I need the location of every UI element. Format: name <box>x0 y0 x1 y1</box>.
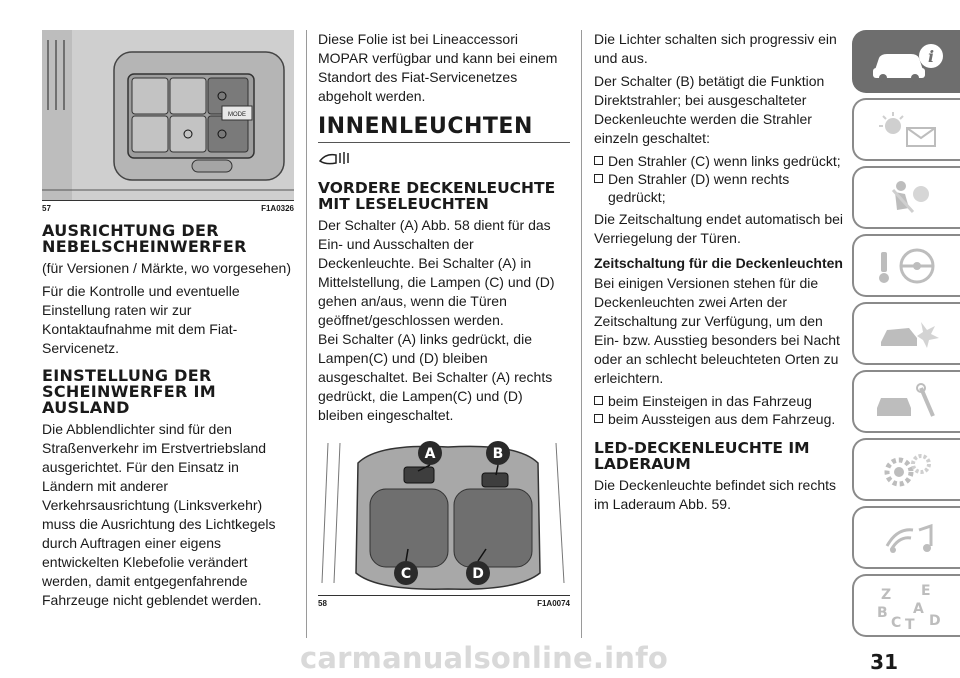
heading-front-ceiling-light: VORDERE DECKENLEUCHTE MIT LESELEUCHTEN <box>318 179 556 213</box>
callout-c: C <box>400 566 412 582</box>
paragraph-cargo-light: Die Deckenleuchte befindet sich rechts im Laderaum Abb. 59. <box>594 477 837 512</box>
index-letter-a: A <box>913 600 924 617</box>
tab-technical-data[interactable] <box>852 438 960 501</box>
warning-lights-icon <box>867 108 947 152</box>
heading-led-cargo-light: LED-DECKENLEUCHTE IM LADERAUM <box>594 439 810 473</box>
subheading-timer: Zeitschaltung für die Deckenleuchten <box>594 255 843 271</box>
index-letter-e: E <box>921 582 931 599</box>
column-3 <box>594 30 844 518</box>
index-letter-t: T <box>905 616 915 631</box>
bullet-text-d: Den Strahler (D) wenn rechts gedrückt; <box>608 171 790 205</box>
chapter-tabs <box>852 30 960 642</box>
tab-car-info[interactable] <box>852 30 960 93</box>
tab-multimedia[interactable] <box>852 506 960 569</box>
column-divider-2 <box>581 30 582 638</box>
car-service-icon <box>867 380 947 424</box>
column-divider-1 <box>306 30 307 638</box>
steering-wheel-icon <box>867 244 947 288</box>
index-letter-b: B <box>877 604 888 621</box>
interior-lamp-icon <box>318 149 570 172</box>
figure-58-caption <box>318 595 570 608</box>
paragraph-switch-b: Der Schalter (B) betätigt die Funktion Direktstrahler; bei ausgeschalteter Deckenleuchte werden die Strahler einzeln geschaltet: <box>594 73 825 146</box>
headlight-switch-illustration <box>42 30 294 200</box>
tab-safety[interactable] <box>852 166 960 229</box>
mode-label: MODE <box>228 112 246 118</box>
car-info-icon <box>867 40 947 84</box>
paragraph-fog-check: Für die Kontrolle und eventuelle Einstellung raten wir zur Kontaktaufnahme mit dem Fiat-Servicenetz. <box>42 283 240 356</box>
list-item <box>594 410 844 428</box>
settings-gears-icon <box>867 448 947 492</box>
multimedia-icon <box>867 516 947 560</box>
paragraph-low-beam: Die Abblendlichter sind für den Straßenverkehr im Erstvertriebsland ausgerichtet. Für den Einsatz in Ländern mit anderer Verkehrsausrichtung (Linksverkehr) muss die Ausrichtung des Lichtkegels durch Auftragen einer eigens entwickelten Klebefolie verändert werden, damit entgegenfahrende Fahrzeuge nicht geblendet werden. <box>42 421 276 608</box>
heading-headlights-abroad: EINSTELLUNG DER SCHEINWERFER IM AUSLAND <box>42 366 216 417</box>
svg-text:i: i <box>927 46 935 66</box>
checkbox-bullet-icon <box>594 396 603 405</box>
heading-fog-lights: AUSRICHTUNG DER NEBELSCHEINWERFER <box>42 221 247 256</box>
callout-d: D <box>472 566 484 582</box>
paragraph-timer-types: Bei einigen Versionen stehen für die Deckenleuchten zwei Arten der Zeitschaltung zur Verfügung, um den Ein- bzw. Ausstieg besonders bei Nacht oder an schlecht beleuchteten Orten zu erleichtern. <box>594 275 840 386</box>
tab-emergency[interactable] <box>852 302 960 365</box>
paragraph-versions: (für Versionen / Märkte, wo vorgesehen) <box>42 260 292 276</box>
figure-57-caption <box>42 200 294 213</box>
list-item <box>594 152 844 170</box>
callout-b: B <box>492 446 504 462</box>
list-item <box>594 170 844 206</box>
paragraph-switch-a-positions: Bei Schalter (A) links gedrückt, die Lampen(C) und (D) bleiben ausgeschaltet. Bei Schalter (A) rechts gedrückt, die Lampen(C) und (D) bleiben eingeschaltet. <box>318 331 553 423</box>
tab-maintenance[interactable] <box>852 370 960 433</box>
paragraph-mopar: Diese Folie ist bei Lineaccessori MOPAR verfügbar und kann bei einem Standort des Fiat-Servicenetzes abgeholt werden. <box>318 31 558 104</box>
list-item <box>594 392 844 410</box>
tab-warning-lights[interactable] <box>852 98 960 161</box>
bullet-text-c: Den Strahler (C) wenn links gedrückt; <box>608 153 841 169</box>
checkbox-bullet-icon <box>594 414 603 423</box>
section-title-interior-lights: INNENLEUCHTEN <box>318 114 570 143</box>
airbag-seat-icon <box>867 176 947 220</box>
page-number: 31 <box>870 650 898 674</box>
bullet-text-entry: beim Einsteigen in das Fahrzeug <box>608 393 812 409</box>
callout-a: A <box>424 446 436 462</box>
watermark: carmanualsonline.info <box>300 641 669 675</box>
figure-57-number: 57 <box>42 204 51 213</box>
tab-index[interactable] <box>852 574 960 637</box>
tab-starting-driving[interactable] <box>852 234 960 297</box>
checkbox-bullet-icon <box>594 156 603 165</box>
column-2 <box>318 30 570 608</box>
figure-58 <box>318 433 570 608</box>
index-letter-c: C <box>891 614 902 631</box>
paragraph-timer-end: Die Zeitschaltung endet automatisch bei Verriegelung der Türen. <box>594 211 844 246</box>
figure-58-image <box>318 433 570 595</box>
figure-58-code: F1A0074 <box>537 599 570 608</box>
figure-58-number: 58 <box>318 599 327 608</box>
index-letter-z: Z <box>881 586 892 603</box>
alphabet-index-icon <box>867 581 947 631</box>
figure-57-code: F1A0326 <box>261 204 294 213</box>
paragraph-progressive: Die Lichter schalten sich progressiv ein und aus. <box>594 31 837 66</box>
paragraph-switch-a: Der Schalter (A) Abb. 58 dient für das Ein- und Ausschalten der Deckenleuchte. Bei Schalter (A) in Mittelstellung, die Lampen (C) und (D) gehen an/aus, wenn die Türen geöffnet/geschlossen werden. <box>318 217 555 328</box>
figure-57-image <box>42 30 294 200</box>
car-crash-icon <box>867 312 947 356</box>
figure-57 <box>42 30 294 213</box>
ceiling-light-illustration <box>318 433 570 595</box>
index-letter-d: D <box>929 612 941 629</box>
checkbox-bullet-icon <box>594 174 603 183</box>
bullet-text-exit: beim Aussteigen aus dem Fahrzeug. <box>608 411 836 427</box>
column-1 <box>42 30 294 614</box>
